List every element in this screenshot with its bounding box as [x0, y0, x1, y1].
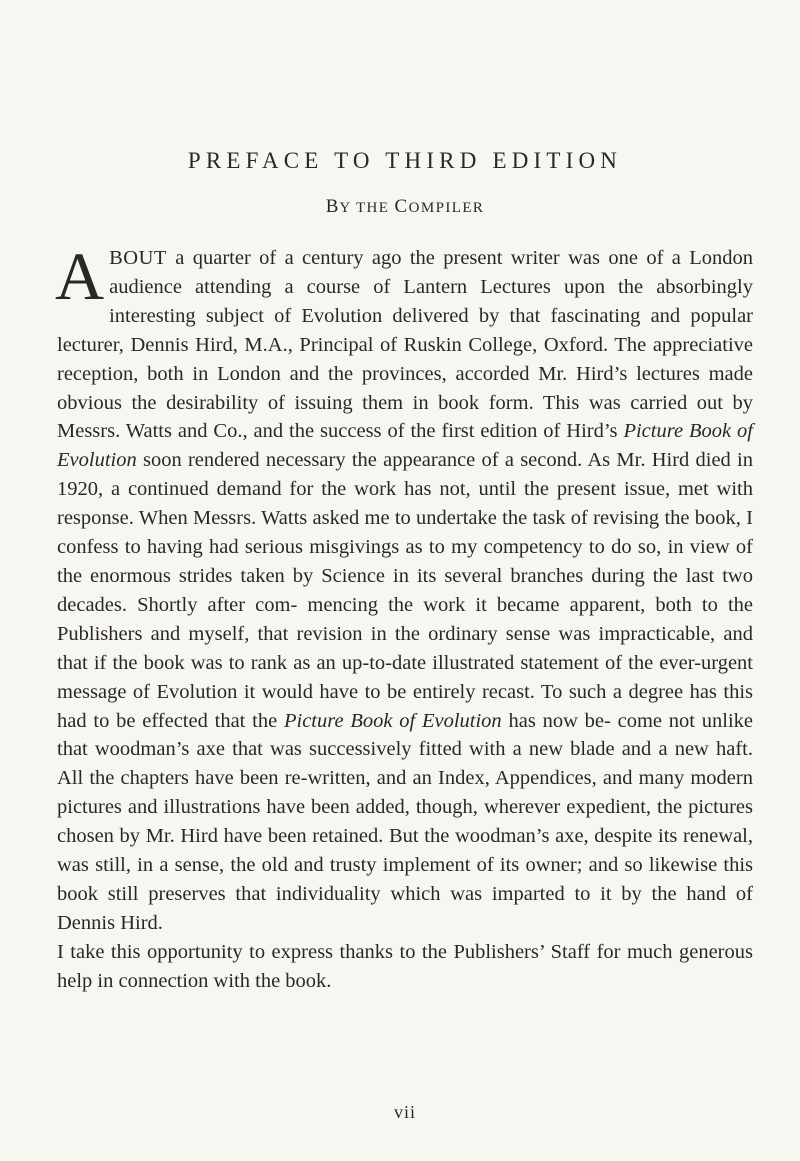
drop-cap: A: [55, 238, 105, 314]
paragraph-1-text-b: soon rendered necessary the appearance of a second. As Mr. Hird died in 1920, a continued demand for the work has not, until the present issue, met with response. When Messrs. Watts asked me to undertake the task of revising the book, I confess to having had serious misgivings as to my competency to do so, in view of the enormous strides taken by Science in its several branches during the last two decades. Shortly after com- mencing the work it became apparent, both to the Publishers and myself, that revision in the ordinary sense was impracticable, and that if the book was to rank as an up-to-date illustrated statement of the ever-urgent message of Evolution it would have to be entirely recast. To such a degree has this had to be effected that the: [57, 449, 753, 732]
body-text: [55, 238, 753, 996]
byline-rest: Y THE COMPILER: [339, 196, 485, 217]
book-title-italic-1: Picture Book of Evolution: [57, 420, 753, 472]
opening-caps: BOUT: [109, 247, 167, 269]
page-title: PREFACE TO THIRD EDITION: [187, 148, 623, 173]
book-title-italic-2: Picture Book of Evolution: [283, 709, 502, 732]
byline: [57, 194, 753, 221]
byline-initial: B: [325, 196, 340, 217]
paragraph-2: I take this opportunity to express thanks to the Publishers’ Staff for much generous help in connection with the book.: [57, 940, 753, 992]
paragraph-1-text-c: has now be- come not unlike that woodman’s axe that was successively fitted with a new blade and a new haft. All the chapters have been re-written, and an Index, Appendices, and many modern pictures and illustrations have been added, though, wherever expedient, the pictures chosen by Mr. Hird have been retained. But the woodman’s axe, despite its renewal, was still, in a sense, the old and trusty implement of its owner; and so likewise this book still preserves that individuality which was imparted to it by the hand of Dennis Hird.: [57, 709, 753, 934]
paragraph-1-text-a: a quarter of a century ago the present writer was one of a London audience attending a course of Lantern Lectures upon the absorbingly interesting subject of Evolution delivered by that fascinating and popular lecturer, Dennis Hird, M.A., Principal of Ruskin College, Oxford. The appreciative reception, both in London and the provinces, accorded Mr. Hird’s lectures made obvious the desirability of issuing them in book form. This was carried out by Messrs. Watts and Co., and the success of the first edition of Hird’s: [57, 247, 753, 443]
paragraph-1: [55, 238, 753, 938]
page-number: vii: [393, 1102, 416, 1122]
